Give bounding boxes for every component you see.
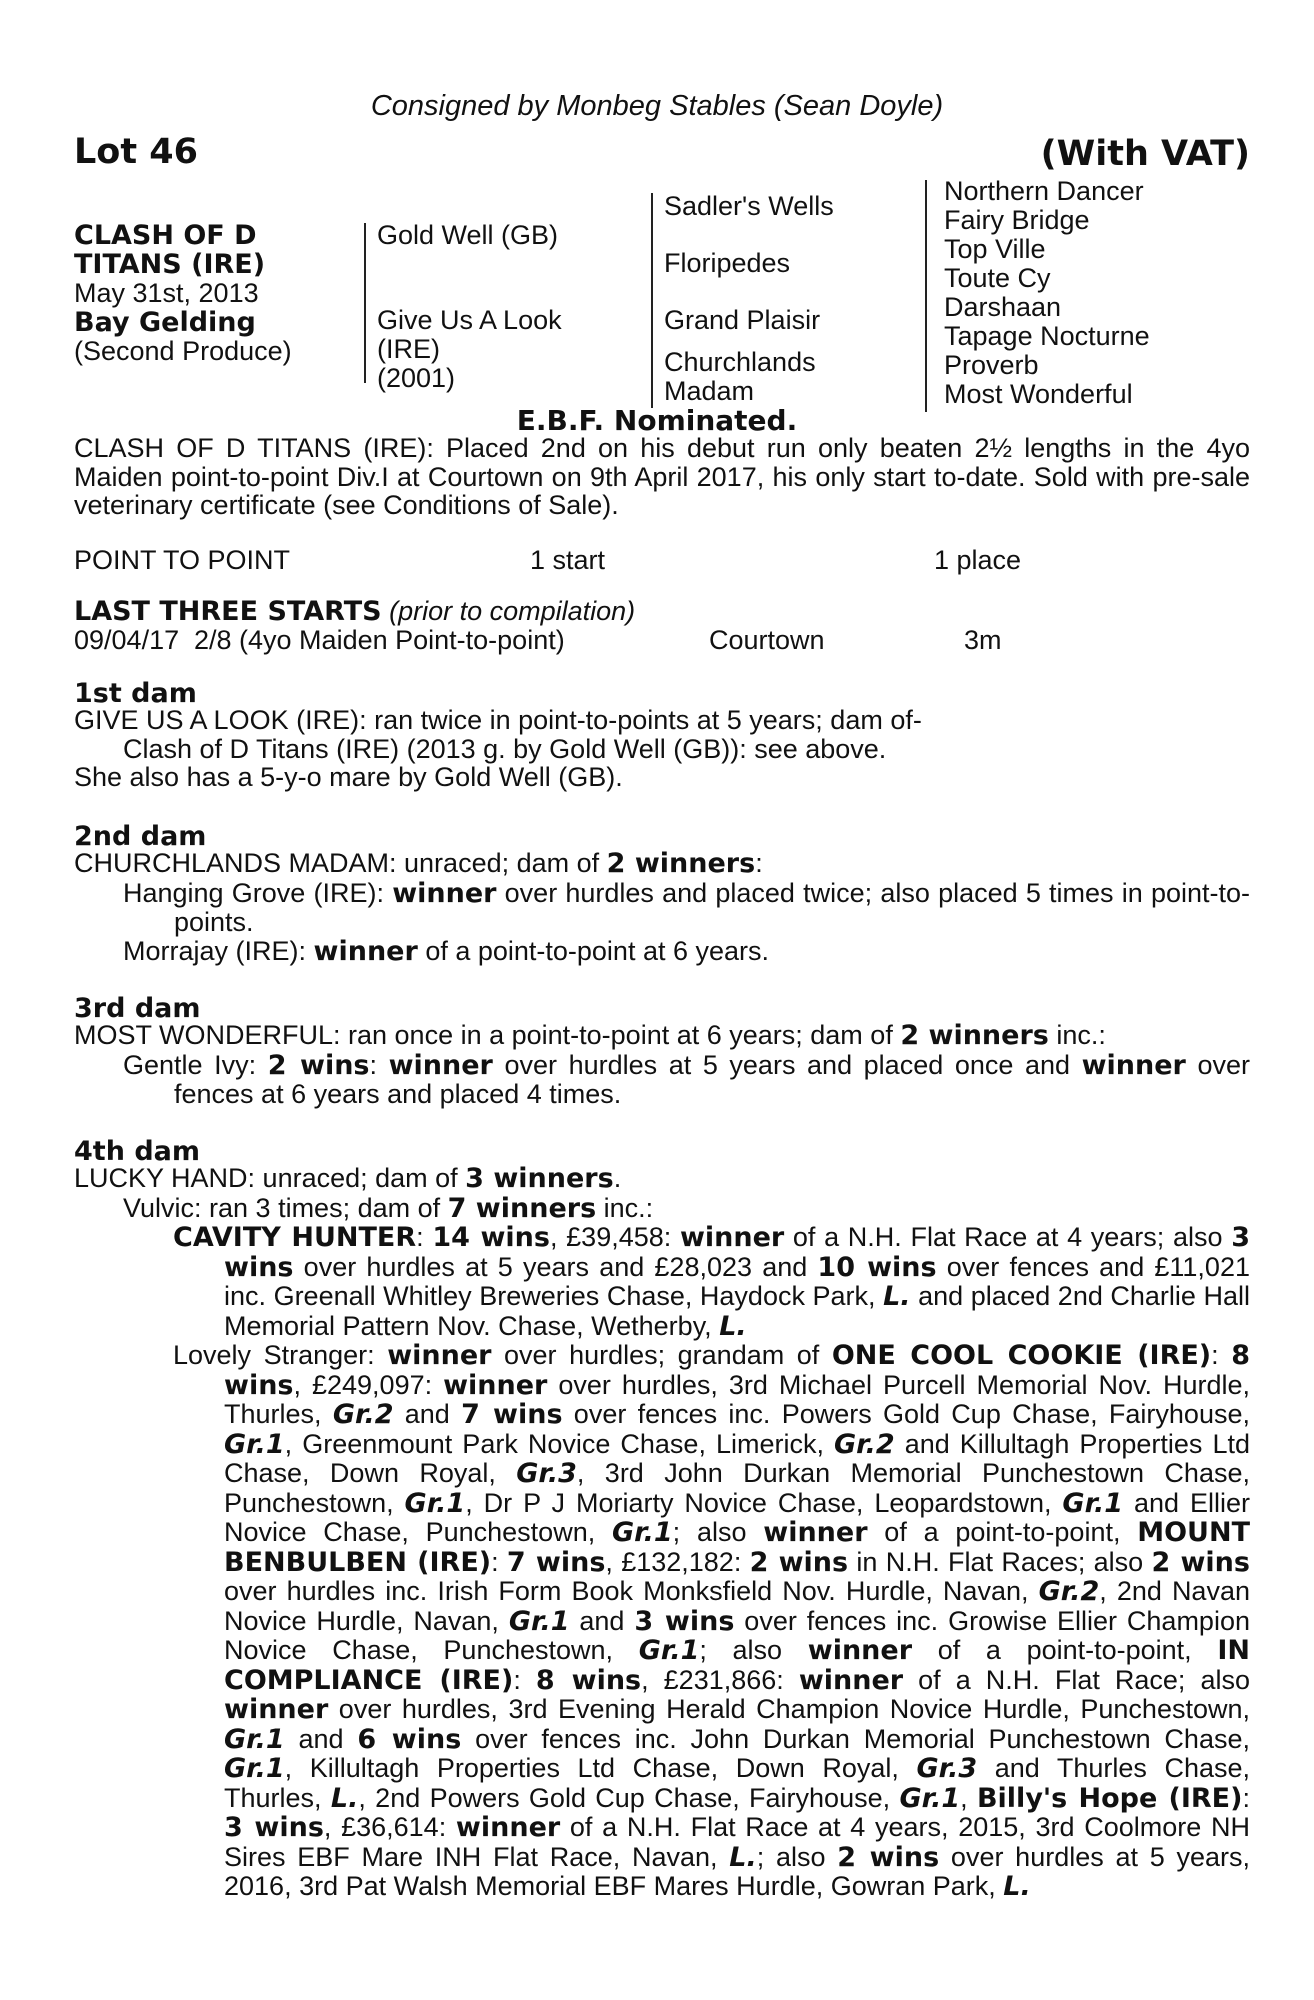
pedigree-dam-dam-line2: Madam — [664, 376, 755, 406]
bold-text: 8 wins — [535, 1664, 642, 1696]
bold-text: 3 wins — [224, 1222, 1250, 1283]
e-bold: winner — [1081, 1049, 1186, 1081]
dam2-entry-morrajay — [74, 937, 1250, 967]
body-text: over fences inc. John Durkan Memorial Punchestown Chase, — [461, 1723, 1250, 1754]
body-text: over hurdles inc. Irish Form Book Monksfield Nov. Hurdle, Navan, — [224, 1576, 1039, 1606]
gg-8: Most Wonderful — [944, 379, 1133, 409]
gg-4: Toute Cy — [944, 263, 1051, 293]
dam1-p3: She also has a 5-y-o mare by Gold Well (GB). — [74, 762, 623, 792]
gg-7: Proverb — [944, 350, 1039, 380]
dam4-body — [74, 1164, 1250, 1902]
e-text: Vulvic: ran 3 times; dam of — [123, 1192, 448, 1223]
last-three-note: (prior to compilation) — [389, 596, 636, 626]
ptp-places: 1 place — [934, 545, 1022, 575]
bold-text: 2 wins — [837, 1841, 940, 1873]
horse-sex: Bay Gelding — [74, 307, 256, 338]
e-bold: 3 winners — [465, 1163, 614, 1194]
bold-text: Billy's Hope (IRE) — [976, 1782, 1243, 1814]
e-text: MOST WONDERFUL: ran once in a point-to-point at 6 years; dam of — [74, 1020, 901, 1050]
bold-text: CAVITY HUNTER — [173, 1222, 417, 1253]
dam2-intro — [74, 849, 1250, 879]
bold-text: 2 wins — [749, 1546, 849, 1578]
e-text: Gentle Ivy: — [123, 1049, 268, 1080]
bold-text: 14 wins — [432, 1222, 550, 1253]
body-text: Lovely Stranger: — [173, 1340, 388, 1370]
bold-text: 6 wins — [357, 1723, 462, 1755]
e-text: over hurdles and placed twice; also placed 5 times in point-to-points. — [174, 877, 1250, 937]
body-text: , Killultagh Properties Ltd Chase, Down Royal, — [284, 1753, 917, 1783]
body-text: over hurdles at 5 years, 2016, 3rd Pat Walsh Memorial EBF Mares Hurdle, Gowran Park, — [224, 1841, 1250, 1901]
body-text: , Dr P J Moriarty Novice Chase, Leopardstown, — [465, 1487, 1063, 1518]
body-text: ; also — [672, 1517, 764, 1547]
start-date: 09/04/17 — [74, 625, 180, 655]
gg-6: Tapage Nocturne — [944, 321, 1150, 351]
dam4-heading: 4th dam — [74, 1136, 200, 1167]
intro-paragraph: CLASH OF D TITANS (IRE): Placed 2nd on his debut run only beaten 2½ lengths in the 4yo Maiden point-to-point Div.I at Courtown on 9th April 2017, his only start to-date. Sold with pre-sale veterinary certificate (see Conditions of Sale). — [74, 433, 1250, 520]
body-text: and — [393, 1399, 462, 1429]
gg-3: Top Ville — [944, 234, 1046, 264]
consignor-line: Consigned by Monbeg Stables (Sean Doyle) — [370, 90, 944, 122]
bold-text: 3 wins — [224, 1812, 324, 1843]
body-text: , £249,097: — [293, 1369, 444, 1400]
bold-text: 7 wins — [461, 1399, 563, 1430]
body-text: , — [960, 1782, 977, 1813]
body-text: of a N.H. Flat Race at 4 years; also — [784, 1222, 1232, 1252]
grade-marker: Gr.1 — [612, 1517, 673, 1548]
horse-name-line2: TITANS (IRE) — [74, 249, 266, 280]
bold-text: winner — [455, 1812, 561, 1843]
grade-marker: L. — [883, 1281, 911, 1312]
bold-text: 2 wins — [1151, 1546, 1250, 1578]
dam3-intro — [74, 1021, 1250, 1051]
bold-text: winner — [224, 1694, 329, 1725]
ebf-nominated: E.B.F. Nominated. — [516, 404, 798, 437]
body-text: and Killultagh Properties Ltd Chase, Down Royal, — [224, 1428, 1250, 1488]
grade-marker: Gr.2 — [834, 1428, 895, 1460]
body-text: , £132,182: — [605, 1546, 750, 1577]
pedigree-dam-dam — [664, 348, 816, 406]
dam2-intro-end: : — [755, 848, 763, 878]
grade-marker: Gr.1 — [404, 1487, 466, 1519]
grade-marker: L. — [330, 1782, 359, 1814]
ptp-starts: 1 start — [530, 545, 606, 575]
body-text: , 2nd Powers Gold Cup Chase, Fairyhouse, — [358, 1782, 900, 1813]
start-distance: 3m — [964, 625, 1002, 655]
e-text: over fences at 6 years and placed 4 times. — [174, 1049, 1250, 1109]
body-text: in N.H. Flat Races; also — [848, 1546, 1152, 1577]
start-result: 2/8 (4yo Maiden Point-to-point) — [194, 625, 565, 655]
dam3-body — [74, 1021, 1250, 1109]
bold-text: 3 wins — [634, 1605, 735, 1637]
body-text: of a N.H. Flat Race; also — [903, 1664, 1250, 1695]
start-course: Courtown — [709, 625, 825, 655]
dam4-intro — [74, 1164, 1250, 1194]
pedigree-sire: Gold Well (GB) — [377, 220, 559, 250]
body-text: over fences inc. Powers Gold Cup Chase, Fairyhouse, — [562, 1399, 1250, 1429]
pedigree-dam-sire: Grand Plaisir — [664, 305, 821, 335]
body-text: , Greenmount Park Novice Chase, Limerick, — [284, 1428, 835, 1459]
grade-marker: Gr.1 — [224, 1753, 285, 1784]
body-text: : — [416, 1222, 433, 1252]
bold-text: 10 wins — [817, 1251, 937, 1283]
pedigree-dam-line1: Give Us A Look — [377, 305, 562, 335]
bold-text: winner — [387, 1340, 492, 1371]
body-text: and Ellier Novice Chase, Punchestown, — [224, 1487, 1251, 1547]
vat-note: (With VAT) — [1040, 134, 1250, 174]
dam4-vulvic — [74, 1194, 1250, 1224]
bold-text: IN COMPLIANCE (IRE) — [224, 1635, 1250, 1696]
e-text: inc.: — [596, 1192, 654, 1223]
last-three-title: LAST THREE STARTS — [74, 596, 382, 627]
bold-text: 7 wins — [506, 1546, 606, 1578]
dam1-body — [74, 706, 1250, 792]
body-text: , 2nd Navan Novice Hurdle, Navan, — [224, 1576, 1250, 1636]
grade-marker: Gr.1 — [224, 1428, 285, 1460]
body-text: over hurdles; grandam of — [491, 1340, 832, 1370]
grade-marker: Gr.1 — [638, 1635, 700, 1666]
dam3-entry-gentle-ivy — [74, 1051, 1250, 1109]
grade-marker: Gr.3 — [916, 1753, 978, 1784]
e-bold: winner — [392, 877, 497, 909]
body-text: of a point-to-point, — [912, 1635, 1218, 1665]
grade-marker: Gr.1 — [899, 1782, 961, 1814]
grade-marker: L. — [729, 1841, 757, 1873]
grade-marker: Gr.3 — [516, 1458, 577, 1489]
dam2-intro-text: CHURCHLANDS MADAM: unraced; dam of — [74, 848, 607, 878]
bold-text: winner — [798, 1664, 904, 1696]
pedigree-divider-2 — [651, 193, 653, 408]
body-text: , £231,866: — [641, 1664, 799, 1695]
body-text: over hurdles, 3rd Michael Purcell Memorial Nov. Hurdle, Thurles, — [224, 1369, 1250, 1429]
e-bold: 2 wins — [267, 1049, 370, 1081]
dam1-p1: GIVE US A LOOK (IRE): ran twice in point-to-points at 5 years; dam of- — [74, 705, 922, 735]
body-text: over fences and £11,021 inc. Greenall Whitley Breweries Chase, Haydock Park, — [224, 1251, 1250, 1311]
body-text: : — [491, 1546, 507, 1577]
pedigree-dam-dam-line1: Churchlands — [664, 347, 816, 377]
e-bold: winner — [388, 1049, 493, 1081]
body-text: : — [1211, 1340, 1232, 1370]
e-text: over hurdles at 5 years and placed once and — [492, 1049, 1082, 1080]
horse-produce: (Second Produce) — [74, 336, 292, 366]
bold-text: MOUNT BENBULBEN (IRE) — [224, 1517, 1250, 1578]
gg-1: Northern Dancer — [944, 176, 1144, 206]
body-text: of a point-to-point, — [867, 1517, 1138, 1547]
pedigree-sire-dam: Floripedes — [664, 248, 791, 278]
ptp-label: POINT TO POINT — [74, 545, 291, 575]
pedigree-dam-line2: (IRE) — [377, 334, 440, 364]
bold-text: winner — [679, 1222, 785, 1253]
dam4-entry-cavity-hunter — [74, 1223, 1250, 1341]
bold-text: winner — [763, 1517, 868, 1548]
bold-text: winner — [807, 1635, 913, 1666]
horse-name-line1: CLASH OF D — [74, 220, 257, 251]
body-text: , £36,614: — [323, 1812, 456, 1842]
bold-text: ONE COOL COOKIE (IRE) — [831, 1340, 1212, 1371]
pedigree-sire-sire: Sadler's Wells — [664, 191, 834, 221]
body-text: over hurdles, 3rd Evening Herald Champion Novice Hurdle, Punchestown, — [328, 1694, 1250, 1724]
bold-text: 8 wins — [224, 1340, 1250, 1401]
body-text: over hurdles at 5 years and £28,023 and — [293, 1251, 818, 1282]
e-text: inc.: — [1048, 1020, 1106, 1050]
pedigree-divider-1 — [364, 223, 366, 383]
e-bold: 7 winners — [447, 1192, 597, 1224]
body-text: , 3rd John Durkan Memorial Punchestown Chase, Punchestown, — [224, 1458, 1250, 1518]
body-text: of a N.H. Flat Race at 4 years, 2015, 3rd Coolmore NH Sires EBF Mare INH Flat Race, Navan, — [224, 1812, 1250, 1872]
e-bold: winner — [313, 935, 418, 967]
dam1-p2: Clash of D Titans (IRE) (2013 g. by Gold Well (GB)): see above. — [123, 733, 887, 764]
body-text: , £39,458: — [549, 1222, 680, 1252]
grade-marker: Gr.2 — [332, 1399, 394, 1430]
e-text: : — [369, 1049, 389, 1080]
grade-marker: Gr.1 — [1062, 1487, 1124, 1519]
pedigree-great-grandparents — [944, 177, 1150, 409]
body-text: and Thurles Chase, Thurles, — [224, 1753, 1251, 1813]
grade-marker: Gr.1 — [224, 1723, 285, 1755]
horse-info — [74, 221, 292, 366]
dam2-intro-bold: 2 winners — [606, 848, 756, 879]
pedigree-dam — [377, 306, 562, 393]
gg-5: Darshaan — [944, 292, 1062, 322]
grade-marker: Gr.1 — [508, 1605, 570, 1637]
body-text: and — [569, 1605, 635, 1636]
e-bold: 2 winners — [900, 1020, 1049, 1051]
e-text: Hanging Grove (IRE): — [123, 877, 393, 908]
gg-2: Fairy Bridge — [944, 205, 1090, 235]
horse-dob: May 31st, 2013 — [74, 278, 259, 308]
dam2-body — [74, 849, 1250, 966]
dam3-heading: 3rd dam — [74, 993, 201, 1024]
lot-number: Lot 46 — [74, 132, 198, 172]
e-text: . — [613, 1163, 622, 1193]
grade-marker: L. — [719, 1310, 747, 1342]
body-text: : — [1242, 1782, 1250, 1813]
e-text: Morrajay (IRE): — [123, 935, 314, 966]
pedigree-divider-3 — [925, 180, 927, 412]
body-text: ; also — [756, 1841, 838, 1872]
grade-marker: L. — [1003, 1871, 1031, 1902]
body-text: and placed 2nd Charlie Hall Memorial Pattern Nov. Chase, Wetherby, — [224, 1281, 1250, 1341]
pedigree-dam-line3: (2001) — [377, 363, 456, 393]
dam2-heading: 2nd dam — [74, 821, 207, 852]
body-text: : — [513, 1664, 536, 1695]
dam4-entry-lovely-stranger — [74, 1341, 1250, 1902]
e-text: of a point-to-point at 6 years. — [417, 935, 770, 966]
bold-text: winner — [443, 1369, 548, 1401]
dam2-entry-hanging-grove — [74, 879, 1250, 937]
body-text: over fences inc. Growise Ellier Champion Novice Chase, Punchestown, — [224, 1605, 1250, 1665]
e-text: LUCKY HAND: unraced; dam of — [74, 1163, 466, 1193]
body-text: and — [284, 1723, 358, 1754]
last-three-heading — [74, 596, 635, 627]
body-text: ; also — [699, 1635, 808, 1665]
grade-marker: Gr.2 — [1038, 1576, 1100, 1607]
dam1-heading: 1st dam — [74, 678, 197, 709]
